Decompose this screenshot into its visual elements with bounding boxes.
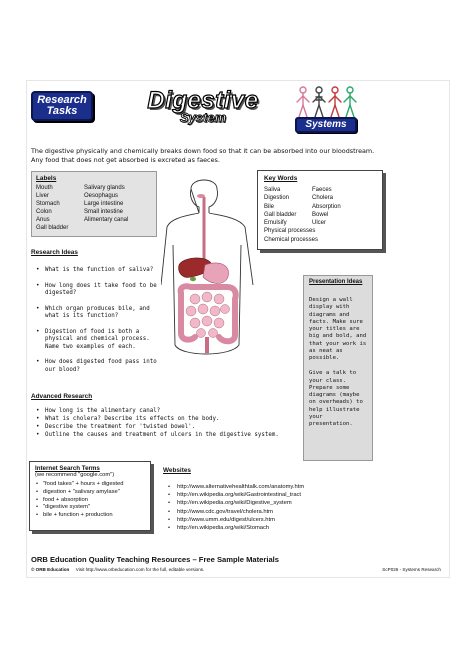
label-item: Large intestine — [84, 201, 124, 208]
key-word: Gall bladder — [264, 211, 297, 218]
website-link[interactable]: • http://en.wikipedia.org/wiki/Gastrointestinal_tract — [167, 491, 437, 499]
list-item: • "digestive system" — [35, 504, 145, 512]
website-link[interactable]: • http://en.wikipedia.org/wiki/Digestive_system — [167, 499, 437, 507]
labels-heading: Labels — [36, 175, 57, 182]
list-item: • How long does it take food to be digested? — [35, 283, 163, 298]
research-badge-line2: Tasks — [46, 105, 78, 117]
label-item: Colon — [36, 209, 52, 216]
body-systems-figures-icon — [295, 85, 357, 119]
website-link[interactable]: • http://en.wikipedia.org/wiki/Stomach — [167, 524, 437, 532]
worksheet-title — [133, 89, 273, 124]
intro-line-2: Any food that does not get absorbed is excreted as faeces. — [31, 155, 220, 164]
internet-search-box — [29, 461, 151, 531]
list-item: • Outline the causes and treatment of ulcers in the digestive system. — [35, 431, 305, 439]
key-word: Absorption — [312, 203, 341, 210]
list-item: • digestion + "salivary amylase" — [35, 489, 145, 497]
intro-line-1: The digestive physically and chemically breaks down food so that it can be absorbed into our bloodstream. — [31, 147, 375, 155]
footer-copyright: © ORB Education — [31, 567, 70, 572]
title-sub: System — [179, 110, 227, 125]
list-item: • bile + function + production — [35, 512, 145, 520]
key-word: Chemical processes — [264, 236, 319, 243]
key-word: Bowel — [312, 211, 329, 218]
internet-search-heading: Internet Search Terms — [35, 465, 100, 472]
search-terms-list — [35, 481, 145, 520]
footer-title: ORB Education Quality Teaching Resources – Free Sample Materials — [31, 555, 279, 564]
label-item: Mouth — [36, 185, 53, 191]
key-words-box — [257, 170, 383, 250]
list-item: • food + absorption — [35, 497, 145, 505]
label-item: Oesophagus — [84, 193, 119, 200]
key-word: Faeces — [312, 187, 332, 193]
label-item: Gall bladder — [36, 225, 69, 232]
key-words-grid — [264, 186, 376, 227]
footer-left — [31, 567, 204, 572]
list-item: • "food takes" + hours + digested — [35, 481, 145, 489]
footer-visit: Visit http://www.orbeducation.com for the full, editable versions. — [75, 567, 205, 572]
research-badge-line1: Research — [37, 94, 87, 106]
footer-line — [31, 567, 441, 572]
presentation-ideas-box — [303, 275, 373, 461]
key-word: Digestion — [264, 195, 290, 202]
presentation-ideas-heading: Presentation Ideas — [309, 279, 363, 285]
research-ideas-heading: Research Ideas — [31, 249, 78, 256]
labels-box — [31, 171, 157, 237]
websites-heading: Websites — [163, 467, 191, 474]
key-word: Ulcer — [312, 220, 327, 227]
worksheet-page — [26, 80, 450, 578]
label-item: Stomach — [36, 201, 60, 208]
title-main: Digestive — [147, 87, 259, 114]
advanced-research-heading: Advanced Research — [31, 393, 93, 400]
key-word: Saliva — [264, 187, 281, 193]
list-item: • How does digested food pass into our blood? — [35, 359, 163, 374]
research-ideas-list — [35, 267, 163, 382]
research-tasks-badge — [31, 91, 93, 121]
websites-list — [167, 483, 437, 532]
label-item: Small intestine — [84, 209, 124, 216]
website-link[interactable]: • http://www.alternativehealthtalk.com/anatomy.htm — [167, 483, 437, 491]
key-word: Bile — [264, 203, 275, 210]
website-link[interactable]: • http://www.umm.edu/digest/ulcers.htm — [167, 516, 437, 524]
key-words-heading: Key Words — [264, 175, 298, 182]
label-item: Anus — [36, 217, 50, 224]
advanced-research-list — [35, 407, 305, 439]
systems-badge: Systems — [295, 117, 357, 133]
footer-code: ScP026 - Systems Research — [382, 567, 441, 572]
digestive-system-illustration — [161, 175, 256, 385]
label-item: Salivary glands — [84, 185, 125, 191]
list-item: • What is cholera? Describe its effects on the body. — [35, 415, 305, 423]
presentation-paragraph: Give a talk to your class. Prepare some diagrams (maybe on overheads) to help illustrate your presentation. — [309, 370, 363, 428]
label-item: Alimentary canal — [84, 217, 129, 224]
presentation-paragraph: Design a wall display with diagrams and facts. Make sure your titles are big and bold, and that your work is as neat as possible. — [309, 297, 367, 362]
labels-grid — [36, 184, 152, 233]
key-word: Physical processes — [264, 228, 316, 235]
intro-text — [31, 147, 441, 164]
list-item: • Which organ produces bile, and what is its function? — [35, 306, 163, 321]
label-item: Liver — [36, 193, 50, 200]
list-item: • Describe the treatment for 'twisted bowel'. — [35, 423, 305, 431]
internet-search-subheading: (we recommend "google.com") — [35, 472, 115, 478]
list-item: • What is the function of saliva? — [35, 267, 163, 275]
key-word: Cholera — [312, 195, 334, 202]
website-link[interactable]: • http://www.cdc.gov/travel/cholera.htm — [167, 508, 437, 516]
key-word: Emulsify — [264, 220, 287, 227]
list-item: • How long is the alimentary canal? — [35, 407, 305, 415]
list-item: • Digestion of food is both a physical and chemical process. Name two examples of each. — [35, 329, 163, 352]
